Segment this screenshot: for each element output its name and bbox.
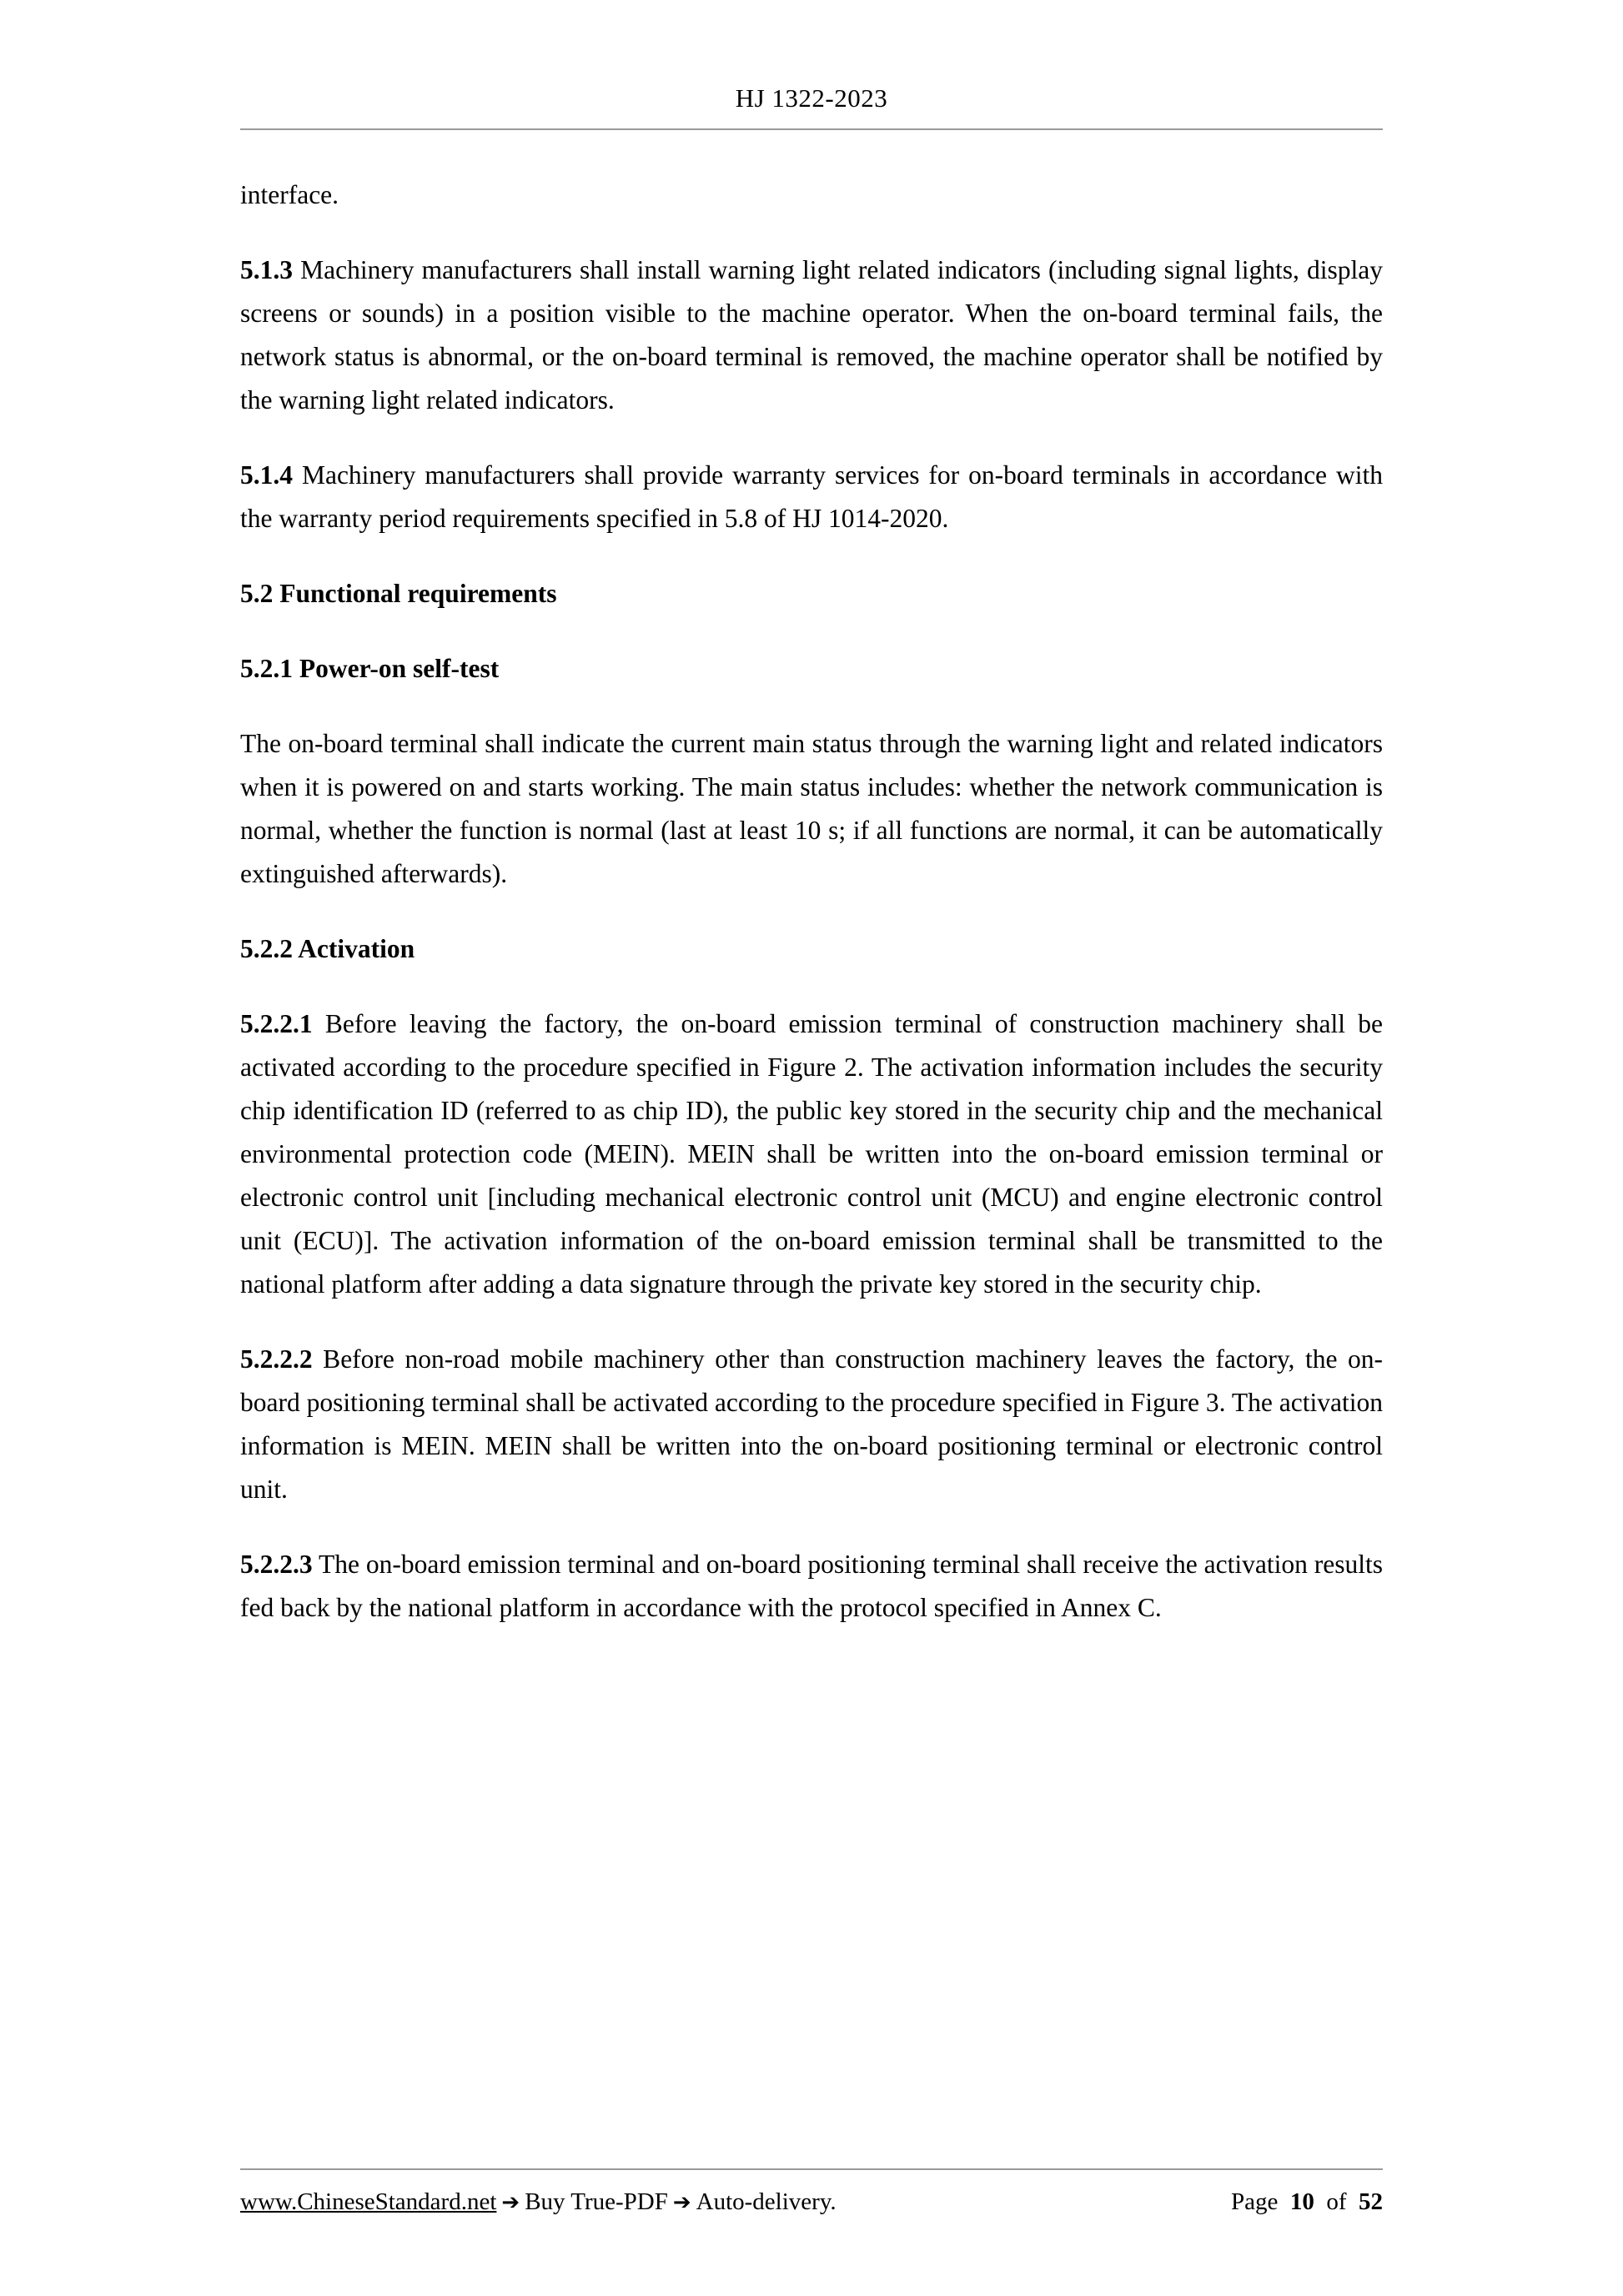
arrow-right-icon: ➔ [501, 2190, 520, 2215]
standard-id: HJ 1322-2023 [735, 83, 888, 113]
heading-5-2-2: 5.2.2 Activation [240, 934, 415, 963]
footer-divider [240, 2168, 1383, 2170]
page-header [240, 0, 1383, 128]
page-footer [240, 2168, 1383, 2216]
delivery-label: Auto-delivery. [696, 2188, 837, 2215]
paragraph-5-1-3 [240, 249, 1383, 422]
clause-number-5-1-3: 5.1.3 [240, 255, 293, 284]
paragraph-5-2-2-1 [240, 1002, 1383, 1306]
clause-number-5-2-2-2: 5.2.2.2 [240, 1344, 313, 1374]
clause-number-5-2-2-1: 5.2.2.1 [240, 1009, 313, 1038]
paragraph-5-2-1-body [240, 722, 1383, 896]
footer-promo [240, 2188, 837, 2216]
paragraph-5-1-4-text: Machinery manufacturers shall provide warranty services for on-board terminals in accordance with the warranty period requirements specified in 5.8 of HJ 1014-2020. [240, 460, 1383, 533]
paragraph-5-2-2-1-text: Before leaving the factory, the on-board emission terminal of construction machinery shall be activated according to the procedure specified in Figure 2. The activation information includes the security chip identification ID (referred to as chip ID), the public key stored in the security chip and the mechanical environmental protection code (MEIN). MEIN shall be written into the on-board emission terminal or electronic control unit [including mechanical electronic control unit (MCU) and engine electronic control unit (ECU)]. The activation information of the on-board emission terminal shall be transmitted to the national platform after adding a data signature through the private key stored in the security chip. [240, 1009, 1383, 1299]
heading-5-2-1: 5.2.1 Power-on self-test [240, 654, 500, 683]
paragraph-5-2-2-2-text: Before non-road mobile machinery other than construction machinery leaves the factory, the on-board positioning terminal shall be activated according to the procedure specified in Figure 3. The activation information is MEIN. MEIN shall be written into the on-board positioning terminal or electronic control unit. [240, 1344, 1383, 1504]
page-number: 10 [1289, 2188, 1314, 2215]
page-indicator [1231, 2188, 1383, 2216]
page-content [240, 0, 1383, 2296]
footer-row [240, 2188, 1383, 2216]
paragraph-5-1-3-text: Machinery manufacturers shall install warning light related indicators (including signal lights, display screens or sounds) in a position visible to the machine operator. When the on-board terminal fails, the network status is abnormal, or the on-board terminal is removed, the machine operator shall be notified by the warning light related indicators. [240, 255, 1383, 414]
paragraph-5-2-2-2 [240, 1338, 1383, 1511]
clause-number-5-2-2-3: 5.2.2.3 [240, 1550, 313, 1579]
total-pages: 52 [1359, 2188, 1383, 2215]
clause-number-5-1-4: 5.1.4 [240, 460, 293, 490]
paragraph-5-2-1-text: The on-board terminal shall indicate the current main status through the warning light and related indicators when it is powered on and starts working. The main status includes: whether the network communication is normal, whether the function is normal (last at least 10 s; if all functions are normal, it can be automatically extinguished afterwards). [240, 729, 1383, 888]
paragraph-interface [240, 173, 1383, 217]
arrow-right-icon-2: ➔ [672, 2190, 691, 2215]
website-link[interactable]: www.ChineseStandard.net [240, 2188, 497, 2215]
paragraph-interface-text: interface. [240, 180, 339, 209]
heading-5-2: 5.2 Functional requirements [240, 579, 557, 608]
paragraph-5-1-4 [240, 454, 1383, 540]
header-divider [240, 128, 1383, 130]
paragraph-5-2-2-3-text: The on-board emission terminal and on-board positioning terminal shall receive the activation results fed back by the national platform in accordance with the protocol specified in Annex C. [240, 1550, 1383, 1622]
paragraph-5-2-2-3 [240, 1543, 1383, 1630]
page-label: Page [1230, 2188, 1279, 2215]
buy-label[interactable]: Buy True-PDF [525, 2188, 668, 2215]
of-label: of [1326, 2188, 1347, 2215]
